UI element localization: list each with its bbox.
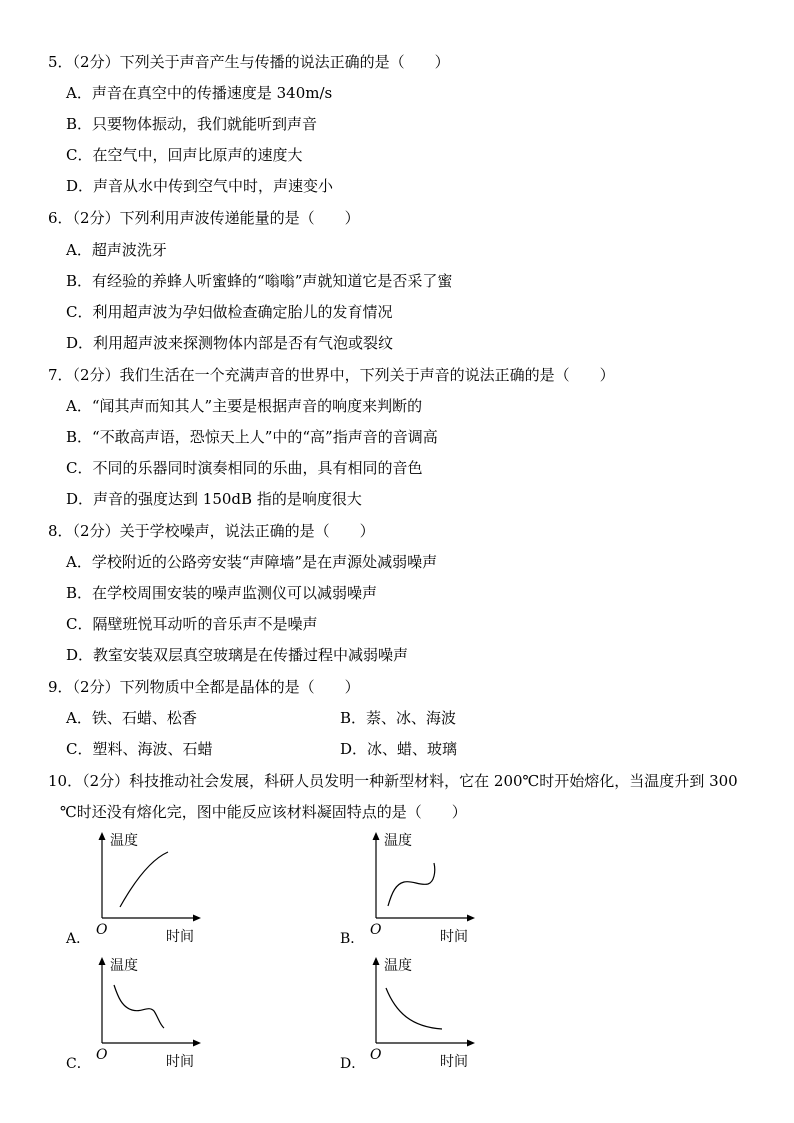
question-9-option-b: B．萘、冰、海波 <box>340 709 457 727</box>
question-8-option-b: B．在学校周围安装的噪声监测仪可以减弱噪声 <box>66 584 378 602</box>
question-9-option-d: D．冰、蜡、玻璃 <box>340 740 458 758</box>
graph-a-option-label: A． <box>66 931 91 947</box>
graph-b-origin: O <box>370 922 382 938</box>
question-8-stem: 8．（2分）关于学校噪声，说法正确的是（ ） <box>48 522 375 540</box>
graph-a-xlabel: 时间 <box>166 929 194 945</box>
question-6-option-c: C．利用超声波为孕妇做检查确定胎儿的发育情况 <box>66 303 393 321</box>
graph-d-xlabel: 时间 <box>440 1054 468 1070</box>
question-5-option-b: B．只要物体振动，我们就能听到声音 <box>66 115 318 133</box>
question-8-option-d: D．教室安装双层真空玻璃是在传播过程中减弱噪声 <box>66 646 409 664</box>
graph-a-origin: O <box>96 922 108 938</box>
graph-d-option-label: D． <box>340 1056 366 1072</box>
graph-c-origin: O <box>96 1047 108 1063</box>
graph-d-ylabel: 温度 <box>384 958 412 974</box>
graph-b-curve <box>388 863 435 906</box>
graph-d-curve <box>386 988 442 1029</box>
graph-c-curve <box>114 985 164 1028</box>
graph-a-ylabel: 温度 <box>110 833 138 849</box>
question-10-stem-line-1: 10．（2分）科技推动社会发展，科研人员发明一种新型材料，它在 200℃时开始熔化，当温度升到 300 <box>48 772 738 790</box>
question-9-option-a: A．铁、石蜡、松香 <box>66 709 197 727</box>
graph-b-ylabel: 温度 <box>384 833 412 849</box>
graph-option-a <box>66 830 206 950</box>
question-10-stem-line-2: ℃时还没有熔化完，图中能反应该材料凝固特点的是（ ） <box>60 803 467 821</box>
question-5-stem: 5．（2分）下列关于声音产生与传播的说法正确的是（ ） <box>48 53 450 71</box>
graph-d-origin: O <box>370 1047 382 1063</box>
question-7-option-c: C．不同的乐器同时演奏相同的乐曲，具有相同的音色 <box>66 459 423 477</box>
question-6-option-d: D．利用超声波来探测物体内部是否有气泡或裂纹 <box>66 334 394 352</box>
question-7-stem: 7．（2分）我们生活在一个充满声音的世界中，下列关于声音的说法正确的是（ ） <box>48 366 615 384</box>
question-5-option-c: C．在空气中，回声比原声的速度大 <box>66 146 303 164</box>
question-9-option-c: C．塑料、海波、石蜡 <box>66 740 213 758</box>
question-5-option-d: D．声音从水中传到空气中时，声速变小 <box>66 177 334 195</box>
graph-a-curve <box>120 852 168 907</box>
question-6-stem: 6．（2分）下列利用声波传递能量的是（ ） <box>48 209 360 227</box>
question-8-option-a: A．学校附近的公路旁安装“声障墙”是在声源处减弱噪声 <box>66 553 438 571</box>
graph-option-b <box>340 830 480 950</box>
graph-option-d <box>340 955 480 1075</box>
question-7-option-b: B．“不敢高声语，恐惊天上人”中的“高”指声音的音调高 <box>66 428 438 446</box>
graph-c-option-label: C． <box>66 1056 91 1072</box>
graph-c-ylabel: 温度 <box>110 958 138 974</box>
question-9-stem: 9．（2分）下列物质中全都是晶体的是（ ） <box>48 678 360 696</box>
question-5-option-a: A．声音在真空中的传播速度是 340m/s <box>66 84 333 102</box>
question-8-option-c: C．隔壁班悦耳动听的音乐声不是噪声 <box>66 615 318 633</box>
graph-option-c <box>66 955 206 1075</box>
question-6-option-b: B．有经验的养蜂人听蜜蜂的“嗡嗡”声就知道它是否采了蜜 <box>66 272 453 290</box>
graph-b-option-label: B． <box>340 931 365 947</box>
graph-c-xlabel: 时间 <box>166 1054 194 1070</box>
graph-b-xlabel: 时间 <box>440 929 468 945</box>
question-7-option-d: D．声音的强度达到 150dB 指的是响度很大 <box>66 490 362 508</box>
question-6-option-a: A．超声波洗牙 <box>66 241 167 259</box>
question-7-option-a: A．“闻其声而知其人”主要是根据声音的响度来判断的 <box>66 397 423 415</box>
